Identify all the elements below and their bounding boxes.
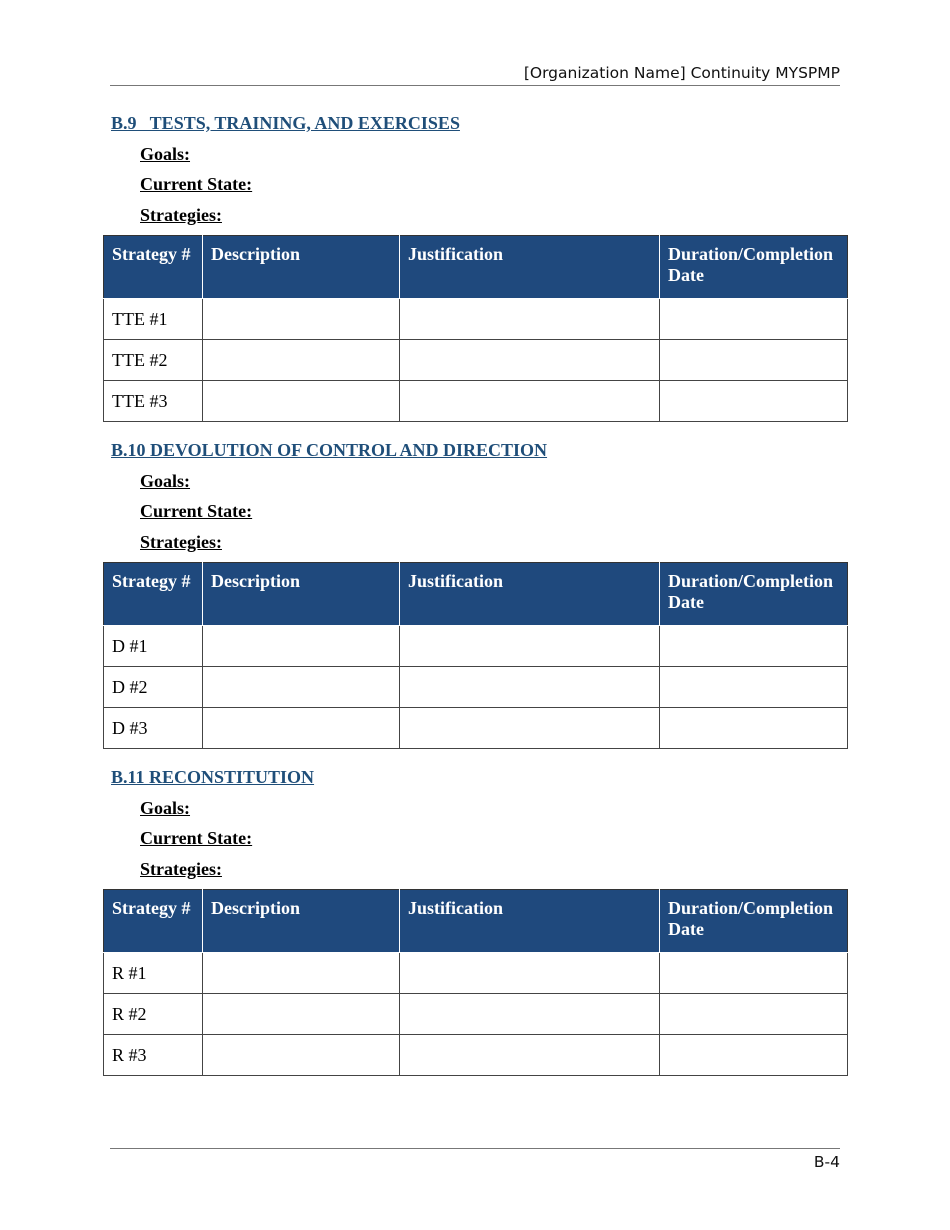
strategy-id-cell: TTE #1 bbox=[104, 299, 203, 340]
justification-cell[interactable] bbox=[400, 994, 660, 1035]
section-title: B.9 TESTS, TRAINING, AND EXERCISES bbox=[111, 113, 460, 133]
strategies-label: Strategies: bbox=[140, 859, 222, 879]
duration-cell[interactable] bbox=[660, 299, 848, 340]
current-state-label: Current State: bbox=[140, 501, 253, 521]
justification-cell[interactable] bbox=[400, 1035, 660, 1076]
justification-cell[interactable] bbox=[400, 626, 660, 667]
description-cell[interactable] bbox=[203, 340, 400, 381]
page-number: B-4 bbox=[813, 1153, 840, 1171]
strategies-label: Strategies: bbox=[140, 205, 222, 225]
duration-cell[interactable] bbox=[660, 953, 848, 994]
column-header-strategy: Strategy # bbox=[104, 890, 203, 953]
duration-cell[interactable] bbox=[660, 340, 848, 381]
running-footer bbox=[110, 1148, 840, 1171]
duration-cell[interactable] bbox=[660, 667, 848, 708]
current-state-label: Current State: bbox=[140, 174, 253, 194]
description-cell[interactable] bbox=[203, 994, 400, 1035]
description-cell[interactable] bbox=[203, 299, 400, 340]
strategies-table bbox=[103, 235, 848, 422]
table-row bbox=[104, 708, 848, 749]
justification-cell[interactable] bbox=[400, 340, 660, 381]
column-header-description: Description bbox=[203, 236, 400, 299]
column-header-strategy: Strategy # bbox=[104, 236, 203, 299]
description-cell[interactable] bbox=[203, 667, 400, 708]
duration-cell[interactable] bbox=[660, 1035, 848, 1076]
justification-cell[interactable] bbox=[400, 381, 660, 422]
strategy-id-cell: R #3 bbox=[104, 1035, 203, 1076]
goals-label: Goals: bbox=[140, 471, 191, 491]
section-title: B.11 RECONSTITUTION bbox=[111, 767, 315, 787]
strategy-id-cell: D #1 bbox=[104, 626, 203, 667]
table-header-row bbox=[104, 236, 848, 299]
justification-cell[interactable] bbox=[400, 708, 660, 749]
strategy-id-cell: TTE #3 bbox=[104, 381, 203, 422]
table-row bbox=[104, 667, 848, 708]
current-state-label: Current State: bbox=[140, 828, 253, 848]
strategies-table bbox=[103, 889, 848, 1076]
strategy-id-cell: R #2 bbox=[104, 994, 203, 1035]
column-header-strategy: Strategy # bbox=[104, 563, 203, 626]
table-row bbox=[104, 299, 848, 340]
description-cell[interactable] bbox=[203, 708, 400, 749]
column-header-duration: Duration/Completion Date bbox=[660, 236, 848, 299]
table-row bbox=[104, 1035, 848, 1076]
justification-cell[interactable] bbox=[400, 667, 660, 708]
table-row bbox=[104, 953, 848, 994]
strategy-id-cell: TTE #2 bbox=[104, 340, 203, 381]
strategies-label: Strategies: bbox=[140, 532, 222, 552]
duration-cell[interactable] bbox=[660, 708, 848, 749]
column-header-justification: Justification bbox=[400, 236, 660, 299]
table-header-row bbox=[104, 563, 848, 626]
table-row bbox=[104, 381, 848, 422]
table-header-row bbox=[104, 890, 848, 953]
column-header-duration: Duration/Completion Date bbox=[660, 890, 848, 953]
description-cell[interactable] bbox=[203, 626, 400, 667]
table-row bbox=[104, 994, 848, 1035]
table-row bbox=[104, 340, 848, 381]
column-header-description: Description bbox=[203, 563, 400, 626]
column-header-justification: Justification bbox=[400, 890, 660, 953]
description-cell[interactable] bbox=[203, 1035, 400, 1076]
column-header-justification: Justification bbox=[400, 563, 660, 626]
justification-cell[interactable] bbox=[400, 299, 660, 340]
goals-label: Goals: bbox=[140, 144, 191, 164]
justification-cell[interactable] bbox=[400, 953, 660, 994]
strategy-id-cell: R #1 bbox=[104, 953, 203, 994]
table-row bbox=[104, 626, 848, 667]
duration-cell[interactable] bbox=[660, 626, 848, 667]
goals-label: Goals: bbox=[140, 798, 191, 818]
description-cell[interactable] bbox=[203, 381, 400, 422]
section-title: B.10 DEVOLUTION OF CONTROL AND DIRECTION bbox=[111, 440, 548, 460]
running-header: [Organization Name] Continuity MYSPMP bbox=[110, 64, 840, 86]
duration-cell[interactable] bbox=[660, 381, 848, 422]
strategies-table bbox=[103, 562, 848, 749]
duration-cell[interactable] bbox=[660, 994, 848, 1035]
description-cell[interactable] bbox=[203, 953, 400, 994]
column-header-description: Description bbox=[203, 890, 400, 953]
strategy-id-cell: D #3 bbox=[104, 708, 203, 749]
strategy-id-cell: D #2 bbox=[104, 667, 203, 708]
column-header-duration: Duration/Completion Date bbox=[660, 563, 848, 626]
